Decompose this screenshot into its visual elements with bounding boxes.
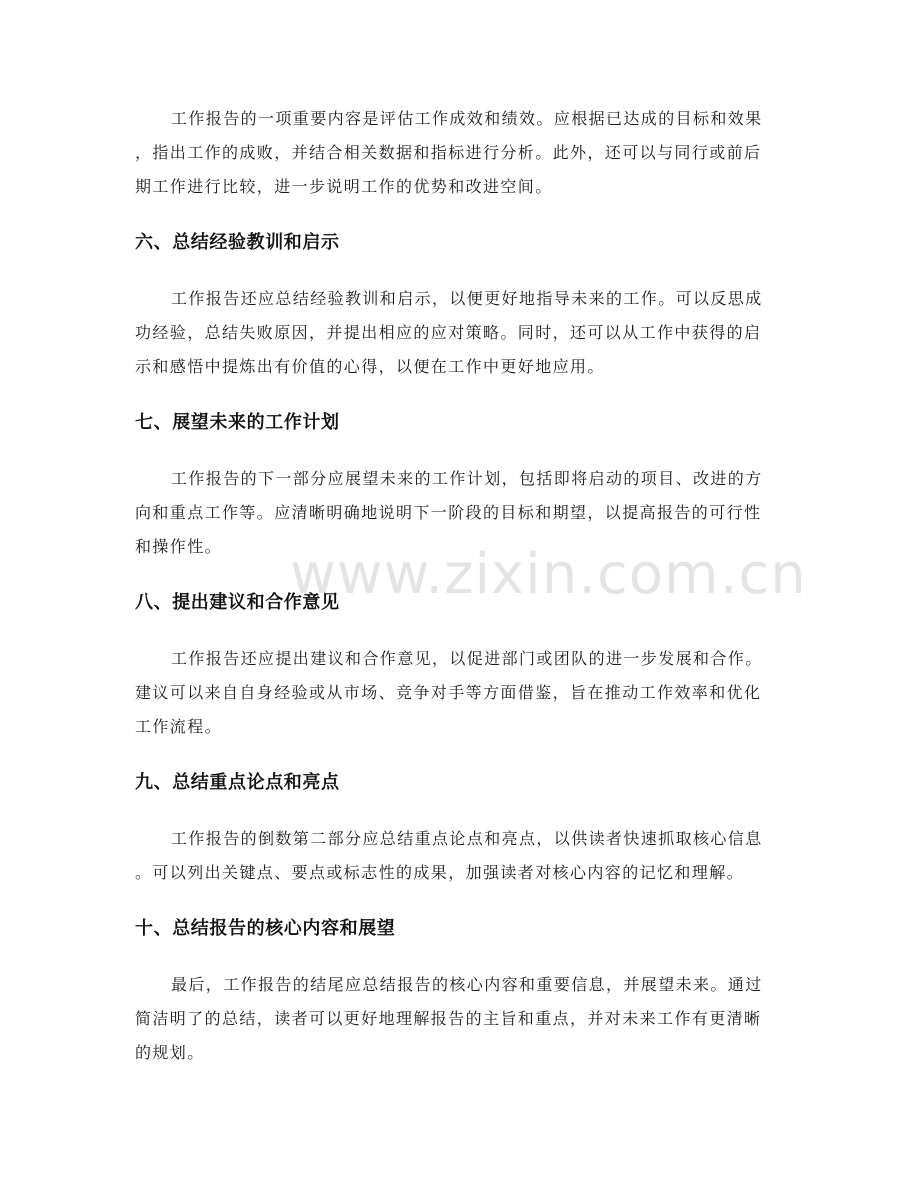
paragraph-line: 和操作性。 <box>135 537 223 556</box>
paragraph-line: 。可以列出关键点、要点或标志性的成果，加强读者对核心内容的记忆和理解。 <box>135 863 745 882</box>
paragraph-line: 建议可以来自自身经验或从市场、竞争对手等方面借鉴，旨在推动工作效率和优化 <box>135 683 762 702</box>
watermark-text: www.zixin.com.cn <box>290 542 807 607</box>
paragraph-line: 简洁明了的总结，读者可以更好地理解报告的主旨和重点，并对未来工作有更清晰 <box>135 1009 762 1028</box>
section-paragraph-10 <box>135 968 787 1070</box>
section-heading-6: 六、总结经验教训和启示 <box>135 232 340 253</box>
paragraph-line: 工作报告的下一部分应展望未来的工作计划，包括即将启动的项目、改进的方 <box>171 469 763 488</box>
paragraph-line: 工作报告的一项重要内容是评估工作成效和绩效。应根据已达成的目标和效果 <box>171 109 763 128</box>
paragraph-line: 工作报告还应提出建议和合作意见，以促进部门或团队的进一步发展和合作。 <box>171 649 763 668</box>
paragraph-line: 工作流程。 <box>135 717 223 736</box>
section-heading-8: 八、提出建议和合作意见 <box>135 592 340 613</box>
paragraph-line: 工作报告还应总结经验教训和启示，以便更好地指导未来的工作。可以反思成 <box>171 289 763 308</box>
paragraph-line: 最后，工作报告的结尾应总结报告的核心内容和重要信息，并展望未来。通过 <box>171 975 763 994</box>
paragraph-line: 向和重点工作等。应清晰明确地说明下一阶段的目标和期望，以提高报告的可行性 <box>135 503 762 522</box>
paragraph-line: 期工作进行比较，进一步说明工作的优势和改进空间。 <box>135 177 553 196</box>
paragraph-line: 工作报告的倒数第二部分应总结重点论点和亮点，以供读者快速抓取核心信息 <box>171 829 763 848</box>
section-paragraph-6 <box>135 282 787 384</box>
section-heading-9: 九、总结重点论点和亮点 <box>135 772 340 793</box>
section-heading-10: 十、总结报告的核心内容和展望 <box>135 918 396 939</box>
intro-paragraph <box>135 102 787 204</box>
document-page <box>135 102 787 1070</box>
section-paragraph-8 <box>135 642 787 744</box>
paragraph-line: ，指出工作的成败，并结合相关数据和指标进行分析。此外，还可以与同行或前后 <box>135 143 762 162</box>
section-paragraph-9 <box>135 822 787 890</box>
section-heading-7: 七、展望未来的工作计划 <box>135 412 340 433</box>
paragraph-line: 的规划。 <box>135 1043 205 1062</box>
section-paragraph-7 <box>135 462 787 564</box>
paragraph-line: 示和感悟中提炼出有价值的心得，以便在工作中更好地应用。 <box>135 357 605 376</box>
paragraph-line: 功经验，总结失败原因，并提出相应的应对策略。同时，还可以从工作中获得的启 <box>135 323 762 342</box>
